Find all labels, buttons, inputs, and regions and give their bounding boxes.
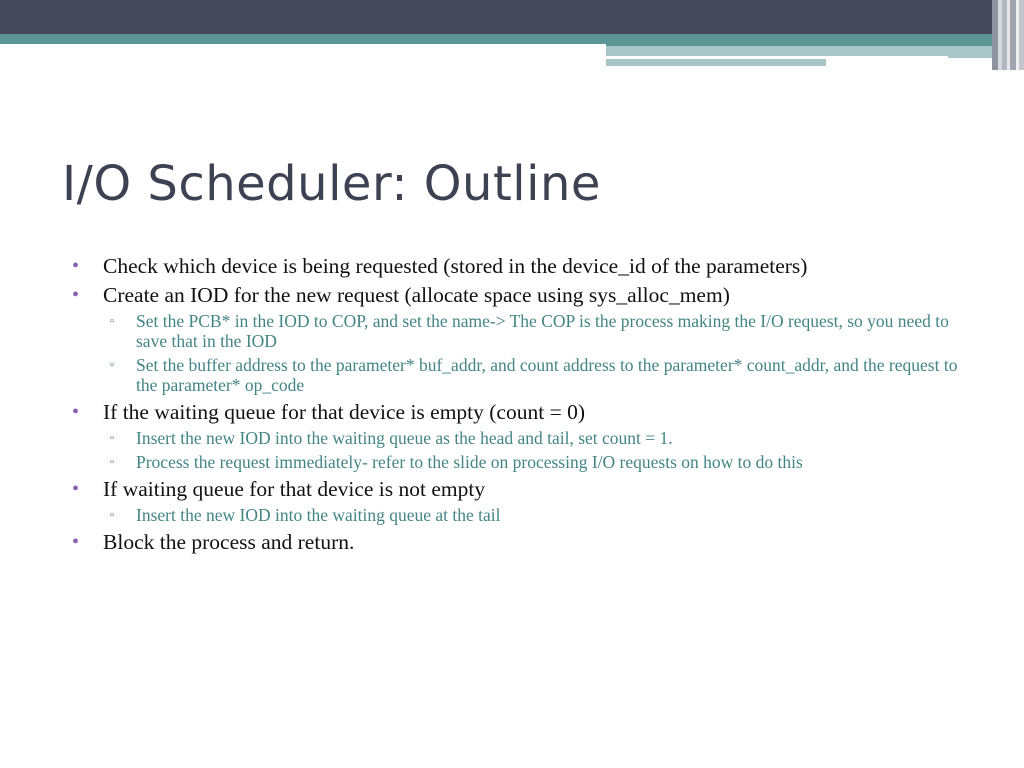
- header-white-line-left: [0, 44, 606, 47]
- sub-bullet-item: [72, 505, 972, 525]
- bullet-text: Set the PCB* in the IOD to COP, and set the name-> The COP is the process making the I/O request, so you need to save that in the IOD: [136, 311, 949, 351]
- bullet-text: Check which device is being requested (stored in the device_id of the parameters): [103, 254, 808, 278]
- bullet-item: [72, 530, 972, 554]
- bullet-item: [72, 400, 972, 424]
- bullet-text: Block the process and return.: [103, 530, 355, 554]
- sub-bullet-item: [72, 452, 972, 472]
- square-bullet-icon: ▫: [110, 359, 114, 371]
- header-right-stripes: [992, 0, 1024, 70]
- bullet-text: Process the request immediately- refer to the slide on processing I/O requests on how to do this: [136, 452, 803, 472]
- square-bullet-icon: ▫: [110, 456, 114, 468]
- header-band-teal-light-short: [606, 58, 826, 66]
- sub-bullet-item: [72, 311, 972, 351]
- bullet-item: [72, 477, 972, 501]
- bullet-text: Insert the new IOD into the waiting queue as the head and tail, set count = 1.: [136, 428, 673, 448]
- bullet-text: Insert the new IOD into the waiting queue at the tail: [136, 505, 501, 525]
- dot-bullet-icon: •: [72, 478, 80, 500]
- bullet-item: [72, 283, 972, 307]
- slide-title: I/O Scheduler: Outline: [62, 156, 601, 212]
- dot-bullet-icon: •: [72, 531, 80, 553]
- bullet-text: If waiting queue for that device is not empty: [103, 477, 486, 501]
- bullet-list: [72, 254, 972, 554]
- square-bullet-icon: ▫: [110, 509, 114, 521]
- bullet-text: If the waiting queue for that device is empty (count = 0): [103, 400, 585, 424]
- square-bullet-icon: ▫: [110, 432, 114, 444]
- dot-bullet-icon: •: [72, 255, 80, 277]
- bullet-text: Set the buffer address to the parameter* buf_addr, and count address to the parameter* count_addr, and the request to the parameter* op_code: [136, 355, 958, 395]
- dot-bullet-icon: •: [72, 284, 80, 306]
- header-band-dark: [0, 0, 1024, 34]
- sub-bullet-item: [72, 428, 972, 448]
- bullet-item: [72, 254, 972, 278]
- sub-bullet-item: [72, 355, 972, 395]
- dot-bullet-icon: •: [72, 401, 80, 423]
- bullet-text: Create an IOD for the new request (allocate space using sys_alloc_mem): [103, 283, 730, 307]
- square-bullet-icon: ▫: [110, 315, 114, 327]
- header-white-line: [606, 56, 948, 59]
